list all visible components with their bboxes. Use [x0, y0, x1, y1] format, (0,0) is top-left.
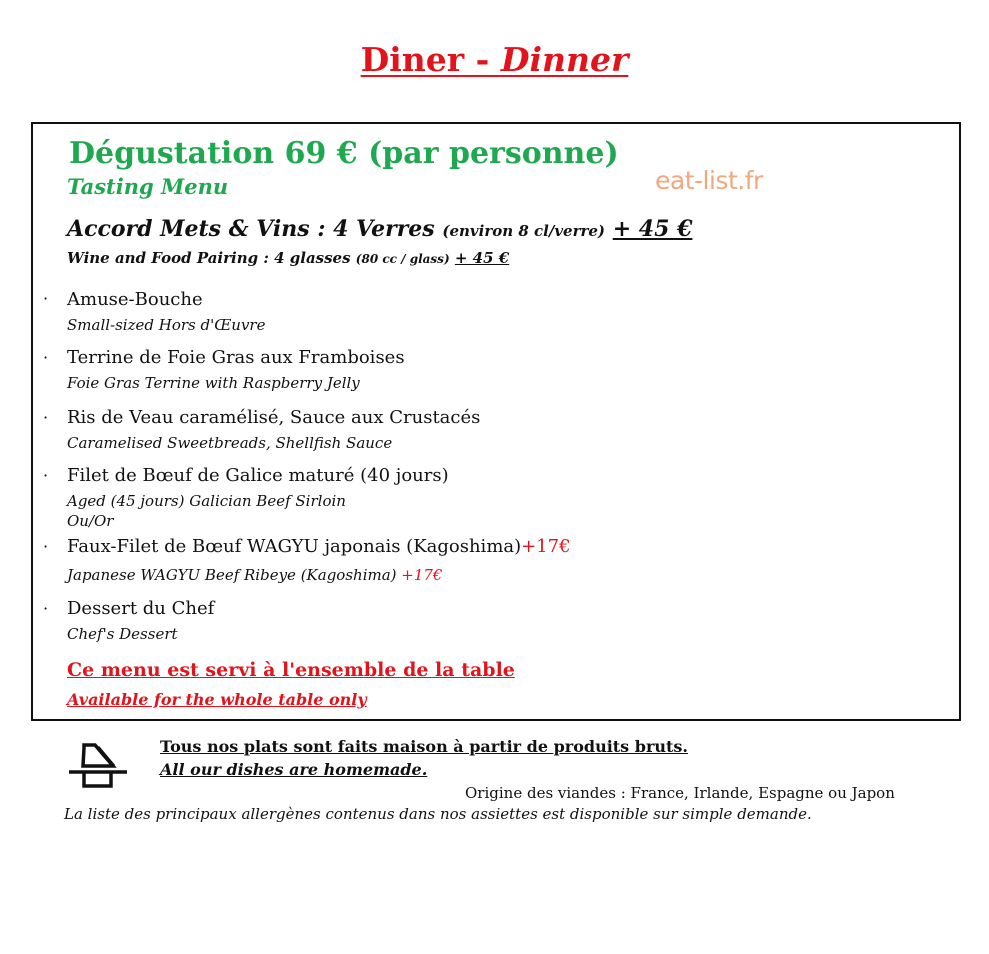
pairing-fr-price: + 45 €: [612, 216, 693, 242]
bullet: ·: [43, 537, 49, 556]
title-en: Dinner: [500, 40, 629, 79]
dish-fr: Ris de Veau caramélisé, Sauce aux Crustacés: [67, 407, 481, 428]
bullet: ·: [43, 599, 49, 618]
dish-fr: Dessert du Chef: [67, 598, 215, 619]
bullet: ·: [43, 408, 49, 427]
dish-fr: Filet de Bœuf de Galice maturé (40 jours): [67, 465, 449, 486]
pairing-en-price: + 45 €: [454, 249, 510, 267]
dish-alternative: Ou/Or: [67, 512, 114, 530]
bullet: ·: [43, 466, 49, 485]
dish-fr: Terrine de Foie Gras aux Framboises: [67, 347, 405, 368]
pairing-en-detail: (80 cc / glass): [355, 252, 450, 266]
dish-en: [67, 566, 442, 584]
menu-subtitle: Tasting Menu: [67, 174, 229, 199]
dish-en: Chef's Dessert: [67, 625, 178, 643]
pairing-en-label: Wine and Food Pairing : 4 glasses: [67, 249, 351, 267]
bullet: ·: [43, 348, 49, 367]
pairing-fr-detail: (environ 8 cl/verre): [442, 222, 606, 240]
dish-fr-supplement: +17€: [521, 536, 571, 557]
dish-en: Aged (45 jours) Galician Beef Sirloin: [67, 492, 346, 510]
bullet: ·: [43, 289, 49, 308]
pairing-fr-label: Accord Mets & Vins : 4 Verres: [67, 216, 435, 242]
dish-en-name: Japanese WAGYU Beef Ribeye (Kagoshima): [67, 566, 402, 584]
menu-title: Dégustation 69 € (par personne): [69, 136, 619, 171]
table-note-en: Available for the whole table only: [67, 690, 367, 709]
dish-en: Foie Gras Terrine with Raspberry Jelly: [67, 374, 360, 392]
watermark: eat-list.fr: [655, 166, 763, 195]
wine-pairing-fr: [67, 216, 692, 242]
dish-fr: [67, 536, 571, 558]
homemade-note-en: All our dishes are homemade.: [160, 760, 428, 779]
tasting-menu-box: [31, 122, 961, 721]
fait-maison-icon: [67, 742, 129, 788]
dish-en: Caramelised Sweetbreads, Shellfish Sauce: [67, 434, 393, 452]
dish-fr: Amuse-Bouche: [67, 289, 203, 310]
allergens-note: La liste des principaux allergènes contenus dans nos assiettes est disponible sur simple demande.: [64, 805, 812, 823]
page-title: [0, 40, 989, 80]
meat-origin: Origine des viandes : France, Irlande, Espagne ou Japon: [465, 784, 895, 802]
homemade-note-fr: Tous nos plats sont faits maison à partir de produits bruts.: [160, 737, 688, 756]
table-note-fr: Ce menu est servi à l'ensemble de la table: [67, 659, 515, 681]
dish-en-supplement: +17€: [401, 566, 443, 584]
wine-pairing-en: [67, 249, 509, 267]
dish-fr-name: Faux-Filet de Bœuf WAGYU japonais (Kagoshima): [67, 536, 522, 557]
dish-en: Small-sized Hors d'Œuvre: [67, 316, 266, 334]
title-fr: Diner -: [360, 40, 501, 79]
